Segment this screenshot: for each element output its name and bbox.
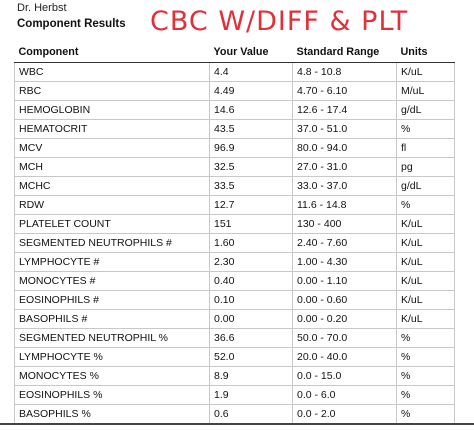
range-cell: 12.6 - 17.4 [293, 101, 397, 120]
units-cell: K/uL [397, 310, 455, 329]
range-cell: 1.00 - 4.30 [293, 253, 397, 272]
component-cell: RBC [15, 82, 210, 101]
value-cell: 33.5 [210, 177, 293, 196]
value-cell: 4.49 [210, 82, 293, 101]
table-row [15, 291, 455, 310]
component-cell: RDW [15, 196, 210, 215]
component-cell: HEMATOCRIT [15, 120, 210, 139]
table-row [15, 310, 455, 329]
component-cell: MCV [15, 139, 210, 158]
value-cell: 2.30 [210, 253, 293, 272]
section-title: Component Results [17, 18, 126, 30]
range-cell: 2.40 - 7.60 [293, 234, 397, 253]
table-row [15, 272, 455, 291]
table-row [15, 158, 455, 177]
table-row [15, 196, 455, 215]
value-cell: 4.4 [210, 63, 293, 82]
table-row [15, 348, 455, 367]
table-row [15, 386, 455, 405]
value-cell: 52.0 [210, 348, 293, 367]
range-cell: 0.00 - 0.20 [293, 310, 397, 329]
range-cell: 50.0 - 70.0 [293, 329, 397, 348]
table-header-row [15, 42, 455, 63]
units-cell: K/uL [397, 272, 455, 291]
component-cell: BASOPHILS % [15, 405, 210, 424]
value-cell: 1.9 [210, 386, 293, 405]
range-cell: 4.70 - 6.10 [293, 82, 397, 101]
range-cell: 130 - 400 [293, 215, 397, 234]
table-row [15, 215, 455, 234]
component-cell: MONOCYTES # [15, 272, 210, 291]
range-cell: 33.0 - 37.0 [293, 177, 397, 196]
units-cell: % [397, 367, 455, 386]
component-cell: EOSINOPHILS % [15, 386, 210, 405]
units-cell: K/uL [397, 234, 455, 253]
units-cell: % [397, 196, 455, 215]
range-cell: 80.0 - 94.0 [293, 139, 397, 158]
component-cell: PLATELET COUNT [15, 215, 210, 234]
value-cell: 32.5 [210, 158, 293, 177]
component-cell: WBC [15, 63, 210, 82]
column-header-component: Component [15, 42, 210, 63]
range-cell: 0.0 - 2.0 [293, 405, 397, 424]
component-cell: EOSINOPHILS # [15, 291, 210, 310]
table-row [15, 120, 455, 139]
table-row [15, 82, 455, 101]
table-row [15, 234, 455, 253]
doctor-name: Dr. Herbst [17, 2, 67, 14]
table-row [15, 405, 455, 424]
units-cell: % [397, 348, 455, 367]
value-cell: 0.40 [210, 272, 293, 291]
table-row [15, 101, 455, 120]
units-cell: pg [397, 158, 455, 177]
component-cell: LYMPHOCYTE % [15, 348, 210, 367]
range-cell: 37.0 - 51.0 [293, 120, 397, 139]
value-cell: 12.7 [210, 196, 293, 215]
column-header-units: Units [397, 42, 455, 63]
range-cell: 0.0 - 6.0 [293, 386, 397, 405]
value-cell: 1.60 [210, 234, 293, 253]
bottom-divider [0, 423, 474, 425]
range-cell: 0.0 - 15.0 [293, 367, 397, 386]
table-row [15, 367, 455, 386]
column-header-value: Your Value [210, 42, 293, 63]
units-cell: K/uL [397, 63, 455, 82]
range-cell: 0.00 - 0.60 [293, 291, 397, 310]
component-cell: HEMOGLOBIN [15, 101, 210, 120]
range-cell: 0.00 - 1.10 [293, 272, 397, 291]
table-row [15, 329, 455, 348]
table-row [15, 177, 455, 196]
units-cell: fl [397, 139, 455, 158]
table-row [15, 139, 455, 158]
units-cell: g/dL [397, 177, 455, 196]
range-cell: 11.6 - 14.8 [293, 196, 397, 215]
value-cell: 0.6 [210, 405, 293, 424]
units-cell: % [397, 120, 455, 139]
range-cell: 20.0 - 40.0 [293, 348, 397, 367]
component-cell: SEGMENTED NEUTROPHIL % [15, 329, 210, 348]
value-cell: 96.9 [210, 139, 293, 158]
component-cell: MCH [15, 158, 210, 177]
units-cell: K/uL [397, 291, 455, 310]
value-cell: 151 [210, 215, 293, 234]
units-cell: % [397, 329, 455, 348]
value-cell: 36.6 [210, 329, 293, 348]
units-cell: K/uL [397, 253, 455, 272]
units-cell: K/uL [397, 215, 455, 234]
value-cell: 14.6 [210, 101, 293, 120]
component-results-table [14, 42, 455, 424]
value-cell: 0.10 [210, 291, 293, 310]
units-cell: % [397, 386, 455, 405]
handwritten-annotation [150, 3, 468, 37]
component-cell: MONOCYTES % [15, 367, 210, 386]
value-cell: 43.5 [210, 120, 293, 139]
range-cell: 4.8 - 10.8 [293, 63, 397, 82]
value-cell: 0.00 [210, 310, 293, 329]
table-row [15, 253, 455, 272]
column-header-range: Standard Range [293, 42, 397, 63]
component-cell: SEGMENTED NEUTROPHILS # [15, 234, 210, 253]
component-cell: MCHC [15, 177, 210, 196]
handwritten-annotation-text: CBC W/DIFF & PLT [150, 6, 409, 37]
component-cell: BASOPHILS # [15, 310, 210, 329]
range-cell: 27.0 - 31.0 [293, 158, 397, 177]
component-cell: LYMPHOCYTE # [15, 253, 210, 272]
units-cell: M/uL [397, 82, 455, 101]
units-cell: g/dL [397, 101, 455, 120]
units-cell: % [397, 405, 455, 424]
results-body [15, 63, 455, 424]
table-row [15, 63, 455, 82]
value-cell: 8.9 [210, 367, 293, 386]
